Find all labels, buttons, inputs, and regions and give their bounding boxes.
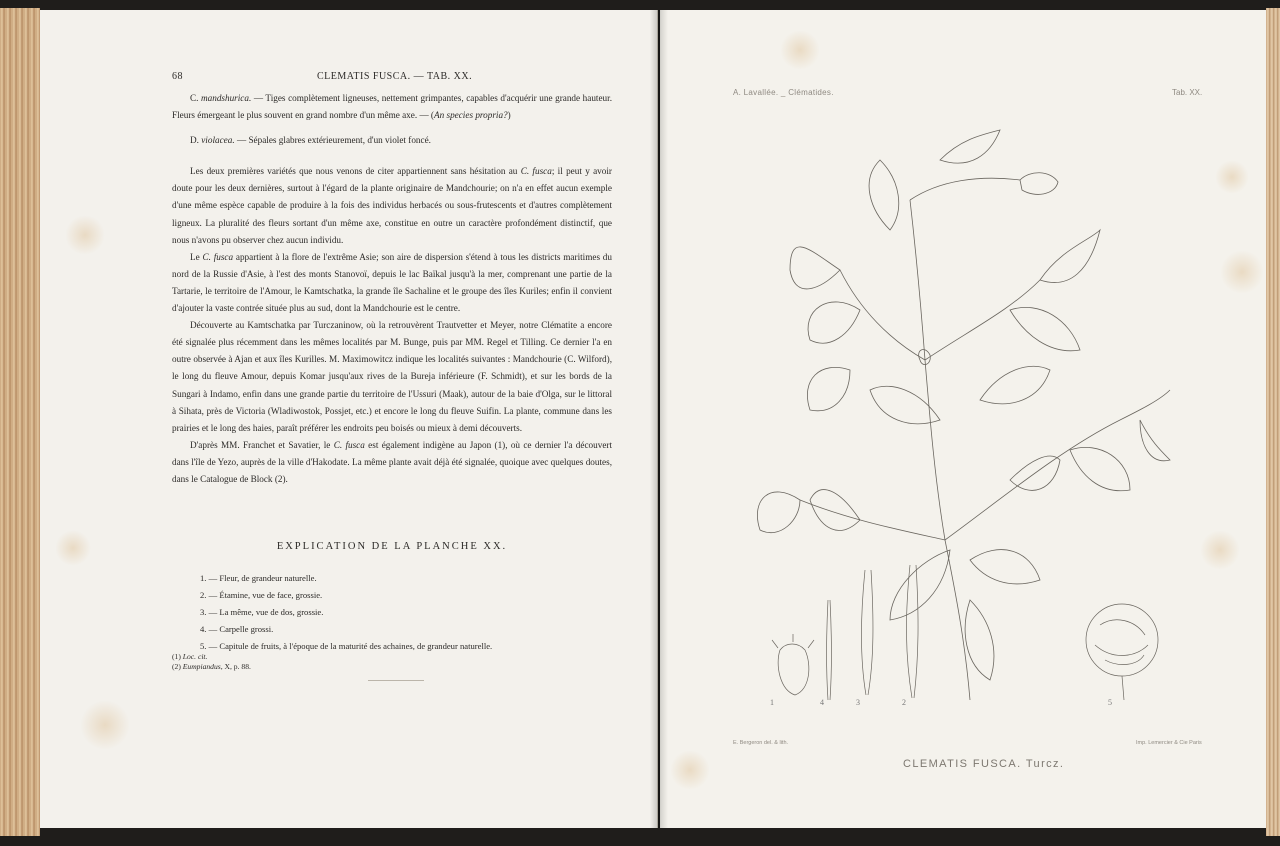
footnote-text: Loc. cit.	[182, 652, 208, 661]
book-page-edges-right	[1266, 8, 1280, 836]
leaf	[869, 160, 899, 230]
legend-item: 4. — Carpelle grossi.	[200, 624, 274, 634]
leaf	[965, 600, 994, 680]
body-text	[172, 90, 612, 488]
running-title: CLEMATIS FUSCA. — TAB. XX.	[317, 71, 473, 82]
foxing-spot	[1215, 160, 1249, 194]
legend-item: 1. — Fleur, de grandeur naturelle.	[200, 573, 317, 583]
variety-label: C.	[190, 93, 199, 103]
footnote-number: (2)	[172, 662, 183, 671]
variety-text: — Tiges complètement ligneuses, nettement grimpantes, capables d'acquérir une grande hauteur. Fleurs émergeant le plus souvent en grand nombre d'un même axe. — (	[172, 93, 612, 121]
detail-fruit-head	[1086, 604, 1158, 676]
variety-d-paragraph	[172, 132, 612, 149]
variety-text: — Sépales glabres extérieurement, d'un violet foncé.	[234, 135, 431, 146]
species-name: C. fusca	[333, 439, 365, 450]
legend-item: 2. — Étamine, vue de face, grossie.	[200, 590, 323, 600]
side-branch	[925, 280, 1040, 360]
footnote-text: Eumpiandus	[182, 662, 221, 671]
footnote	[172, 662, 472, 672]
leaf	[808, 302, 860, 343]
footnote	[172, 652, 472, 662]
leaf	[980, 366, 1050, 404]
variety-name: violacea.	[201, 135, 235, 146]
figure-number: 4	[820, 698, 824, 707]
variety-note: An species propria?	[433, 110, 508, 121]
text-run: Les deux premières variétés que nous venons de citer appartiennent sans hésitation au	[190, 166, 521, 177]
detail-fruit-plumes	[1095, 620, 1148, 665]
text-run: Le	[190, 251, 203, 262]
figure-number: 1	[770, 698, 774, 707]
footnote-number: (1)	[172, 652, 183, 661]
leaf	[757, 492, 800, 533]
side-branch	[840, 270, 925, 360]
foxing-spot	[65, 215, 105, 255]
main-stem	[910, 200, 970, 700]
species-name: C. fusca	[520, 166, 552, 177]
text-run: ; il peut y avoir doute pour les deux dernières, surtout à l'égard de la plante originaire de Mandchourie; on n'a en effet aucun exemple d'une même espèce capable de produire à la fois des individus herbacés ou sous-frutescents et d'autres complètement ligneux. La pluralité des fleurs sortant d'un même axe, constitue en outre un caractère profondément distinctif, que nous n'avons pu observer chez aucun individu.	[172, 166, 612, 245]
leaf	[1040, 230, 1100, 283]
page-number: 68	[172, 71, 183, 82]
book-gutter-shadow	[650, 10, 668, 828]
flower-stalk	[910, 178, 1020, 200]
leaf	[870, 386, 940, 424]
paragraph-distribution	[172, 249, 612, 317]
detail-carpel	[827, 600, 832, 700]
detail-flower	[778, 644, 809, 695]
leaf	[1010, 307, 1080, 350]
variety-name: mandshurica.	[201, 93, 252, 103]
foxing-spot	[780, 30, 820, 70]
paragraph-varieties	[172, 163, 612, 248]
leaf	[970, 550, 1040, 584]
text-run: appartient à la flore de l'extrême Asie; son aire de dispersion s'étend à tous les districts maritimes du nord de la Russie d'Asie, à l'est des monts Stanovoï, depuis le lac Baïkal jusqu'à la mer, comprenant une partie de la Tartarie, le territoire de l'Amour, le Kamtschatka, la grande île Sachaline et le groupe des îles Kuriles; enfin il convient d'ajouter la vaste contrée située plus au sud, dont la Mandchourie est le centre.	[172, 251, 612, 314]
leaf	[890, 550, 950, 620]
plate-title: CLEMATIS FUSCA. Turcz.	[903, 758, 1065, 770]
botanical-illustration	[740, 120, 1180, 720]
side-branch	[800, 500, 945, 540]
plate-tab-number: Tab. XX.	[1172, 88, 1203, 97]
detail-stamen-front	[906, 565, 918, 698]
legend-item: 5. — Capitule de fruits, à l'époque de la maturité des achaines, de grandeur naturelle.	[200, 641, 493, 651]
side-branch	[945, 390, 1170, 540]
footnote-rest: , X, p. 88.	[220, 662, 251, 671]
leaf	[1070, 447, 1130, 490]
leaf	[940, 130, 1000, 163]
text-run: est également indigène au Japon (1), où ce dernier l'a découvert dans l'île de Yezo, auprès de la ville d'Hakodate. La même plante avait déjà été signalée, quoique avec quelques doutes, dans le Catalogue de Block (2).	[172, 439, 613, 484]
detail-fruit-stalk	[1122, 676, 1124, 700]
variety-label: D.	[190, 135, 199, 146]
variety-close: )	[507, 110, 511, 121]
running-header	[172, 71, 612, 85]
leaf	[1140, 420, 1170, 461]
figure-number: 5	[1108, 698, 1112, 707]
leaf	[790, 247, 840, 289]
paragraph-japan	[172, 437, 612, 488]
detail-flower-sepals	[772, 634, 814, 648]
leaf	[810, 490, 860, 531]
book-page-edges-left	[0, 8, 40, 836]
plate-legend	[200, 570, 600, 655]
plate-artist-credit: E. Bergeron del. & lith.	[733, 740, 789, 746]
closing-rule	[368, 680, 424, 681]
foxing-spot	[1220, 250, 1264, 294]
detail-stamen-back	[861, 570, 873, 695]
species-name: C. fusca	[202, 251, 234, 262]
variety-c-paragraph	[172, 90, 612, 124]
legend-item: 3. — La même, vue de dos, grossie.	[200, 607, 324, 617]
foxing-spot	[55, 530, 91, 566]
explication-title: EXPLICATION DE LA PLANCHE XX.	[276, 541, 508, 552]
plate-author-header: A. Lavallée. _ Clématides.	[733, 88, 834, 97]
foxing-spot	[80, 700, 130, 750]
paragraph-discovery: Découverte au Kamtschatka par Turczaninow, où la retrouvèrent Trautvetter et Meyer, notre Clématite a encore été signalée plus récemment dans les mêmes localités par M. Bunge, puis par MM. Regel et Tilling. Ce dernier l'a en outre observée à Ajan et aux îles Kurilles. M. Maximowitcz indique les localités suivantes : Mandchourie (C. Wilford), le long du fleuve Amour, depuis Komar jusqu'aux rives de la Bureja inférieure (F. Schmidt), et sur les bords de la Sungari à Indamo, enfin dans une grande partie du territoire de l'Ussuri (Maak), autour de la baie d'Olga, sur le littoral à Sihata, près de Victoria (Wladiwostok, Possjet, etc.) et encore le long du fleuve Suifin. La plante, commune dans les prairies et le long des haies, paraît préférer les endroits peu boisés ou mieux à demi découverts.	[172, 320, 612, 433]
flower	[1020, 173, 1058, 195]
leaf	[807, 367, 850, 410]
plate-printer-credit: Imp. Lemercier & Cie Paris	[1136, 740, 1202, 746]
figure-number: 3	[856, 698, 860, 707]
figure-number: 2	[902, 698, 906, 707]
text-run: D'après MM. Franchet et Savatier, le	[190, 439, 334, 450]
footnotes	[172, 652, 472, 672]
foxing-spot	[1200, 530, 1240, 570]
foxing-spot	[670, 750, 710, 790]
